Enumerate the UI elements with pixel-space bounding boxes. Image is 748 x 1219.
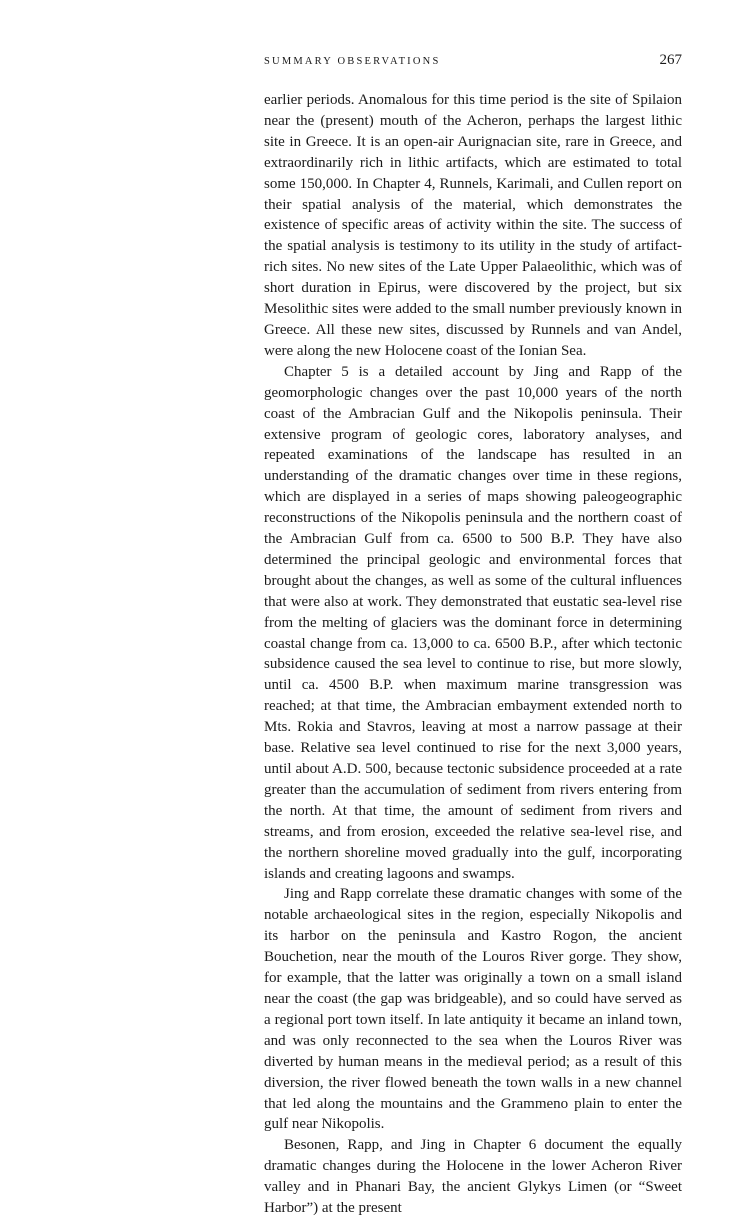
running-title: SUMMARY OBSERVATIONS: [264, 56, 441, 67]
paragraph-chapter-5: Chapter 5 is a detailed account by Jing and Rapp of the geomorphologic changes over the past 10,000 years of the north coast of the Ambracian Gulf and the Nikopolis peninsula. Their extensive program of geologic cores, laboratory analyses, and repeated examinations of the landscape has resulted in an understanding of the dramatic changes over time in these regions, which are displayed in a series of maps showing paleogeographic reconstructions of the Nikopolis peninsula and the northern coast of the Ambracian Gulf from ca. 6500 to 500 B.P. They have also determined the principal geologic and environmental forces that brought about the changes, as well as some of the cultural influences that were also at work. They demonstrated that eustatic sea-level rise from the melting of glaciers was the dominant force in determining coastal change from ca. 13,000 to ca. 6500 B.P., after which tectonic subsidence caused the sea level to continue to rise, but more slowly, until ca. 4500 B.P. when maximum marine transgression was reached; at that time, the Ambracian embayment extended north to Mts. Rokia and Stavros, leaving at most a narrow passage at their base. Relative sea level continued to rise for the next 3,000 years, until about A.D. 500, because tectonic subsidence proceeded at a rate greater than the accumulation of sediment from rivers entering from the north. At that time, the amount of sediment from rivers and streams, and from erosion, exceeded the relative sea-level rise, and the northern shoreline moved gradually into the gulf, incorporating islands and creating lagoons and swamps.: [264, 363, 682, 882]
paragraph-chapter-6: Besonen, Rapp, and Jing in Chapter 6 document the equally dramatic changes during the Holocene in the lower Acheron River valley and in Phanari Bay, the ancient Glykys Limen (or “Sweet Harbor”) at the present: [264, 1137, 682, 1217]
running-head: [264, 52, 682, 72]
page-number: 267: [659, 52, 682, 68]
paragraph-jing-rapp: Jing and Rapp correlate these dramatic changes with some of the notable archaeological sites in the region, especially Nikopolis and its harbor on the peninsula and Kastro Rogon, the ancient Bouchetion, near the mouth of the Louros River gorge. They show, for example, that the latter was originally a town on a small island near the coast (the gap was bridgeable), and so could have served as a regional port town itself. In late antiquity it became an inland town, and was only reconnected to the sea when the Louros River was diverted by human means in the medieval period; as a result of this diversion, the river flowed beneath the town walls in a new channel that led along the mountains and the Grammeno plain to enter the gulf near Nikopolis.: [264, 886, 682, 1133]
text-body: [264, 90, 682, 1219]
paragraph-continued: earlier periods. Anomalous for this time period is the site of Spilaion near the (present) mouth of the Acheron, perhaps the largest lithic site in Greece. It is an open-air Aurignacian site, rare in Greece, and extraordinarily rich in lithic artifacts, which are estimated to total some 150,000. In Chapter 4, Runnels, Karimali, and Cullen report on their spatial analysis of the material, which demonstrates the existence of specific areas of activity within the site. The success of the spatial analysis is testimony to its utility in the study of artifact-rich sites. No new sites of the Late Upper Palaeolithic, which was of short duration in Epirus, were discovered by the project, but six Mesolithic sites were added to the small number previously known in Greece. All these new sites, discussed by Runnels and van Andel, were along the new Holocene coast of the Ionian Sea.: [264, 92, 682, 359]
